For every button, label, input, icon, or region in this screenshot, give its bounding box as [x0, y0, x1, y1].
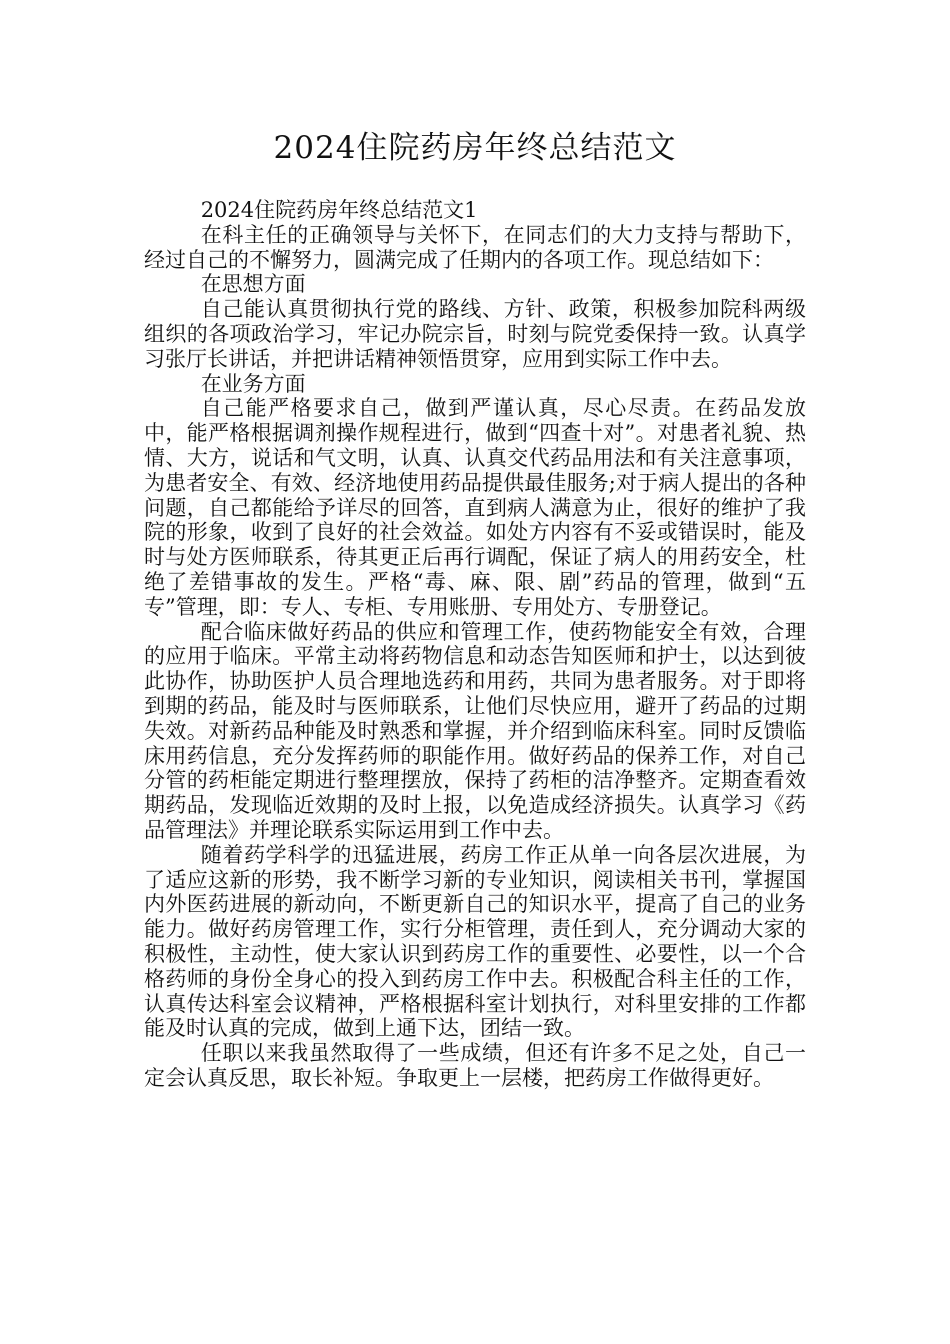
document-title: 2024住院药房年终总结范文	[273, 130, 677, 166]
thought-paragraph: 自己能认真贯彻执行党的路线、方针、政策，积极参加院科两级组织的各项政治学习，牢记办院宗旨，时刻与院党委保持一致。认真学习张厅长讲话，并把讲话精神领悟贯穿，应用到实际工作中去。	[144, 297, 806, 371]
section-heading-business: 在业务方面	[200, 371, 306, 396]
clinical-paragraph: 配合临床做好药品的供应和管理工作，使药物能安全有效，合理的应用于临床。平常主动将药物信息和动态告知医师和护士，以达到彼此协作，协助医护人员合理地选药和用药，共同为患者服务。对于即将到期的药品，能及时与医师联系，让他们尽快应用，避开了药品的过期失效。对新药品种能及时熟悉和掌握，并介绍到临床科室。同时反馈临床用药信息，充分发挥药师的职能作用。做好药品的保养工作，对自己分管的药柜能定期进行整理摆放，保持了药柜的洁净整齐。定期查看效期药品，发现临近效期的及时上报，以免造成经济损失。认真学习《药品管理法》并理论联系实际运用到工作中去。	[144, 619, 806, 842]
section-heading-thought: 在思想方面	[200, 272, 306, 297]
document-body	[144, 198, 806, 1091]
development-paragraph: 随着药学科学的迅猛进展，药房工作正从单一向各层次进展，为了适应这新的形势，我不断学习新的专业知识，阅读相关书刊，掌握国内外医药进展的新动向，不断更新自己的知识水平，提高了自己的业务能力。做好药房管理工作，实行分柜管理，责任到人，充分调动大家的积极性，主动性，使大家认识到药房工作的重要性、必要性，以一个合格药师的身份全身心的投入到药房工作中去。积极配合科主任的工作，认真传达科室会议精神，严格根据科室计划执行，对科里安排的工作都能及时认真的完成，做到上通下达，团结一致。	[144, 842, 806, 1041]
conclusion-paragraph: 任职以来我虽然取得了一些成绩，但还有许多不足之处，自己一定会认真反思，取长补短。争取更上一层楼，把药房工作做得更好。	[144, 1041, 806, 1090]
document-page	[144, 118, 806, 1091]
subtitle-paragraph: 2024住院药房年终总结范文1	[200, 198, 478, 222]
business-paragraph: 自己能严格要求自己，做到严谨认真，尽心尽责。在药品发放中，能严格根据调剂操作规程进行，做到“四查十对”。对患者礼貌、热情、大方，说话和气文明，认真、认真交代药品用法和有关注意事项，为患者安全、有效、经济地使用药品提供最佳服务;对于病人提出的各种问题，自己都能给予详尽的回答，直到病人满意为止，很好的维护了我院的形象，收到了良好的社会效益。如处方内容有不妥或错误时，能及时与处方医师联系，待其更正后再行调配，保证了病人的用药安全，杜绝了差错事故的发生。严格“毒、麻、限、剧”药品的管理，做到“五专”管理，即：专人、专柜、专用账册、专用处方、专册登记。	[144, 396, 806, 619]
intro-paragraph: 在科主任的正确领导与关怀下，在同志们的大力支持与帮助下，经过自己的不懈努力，圆满完成了任期内的各项工作。现总结如下：	[144, 222, 806, 272]
